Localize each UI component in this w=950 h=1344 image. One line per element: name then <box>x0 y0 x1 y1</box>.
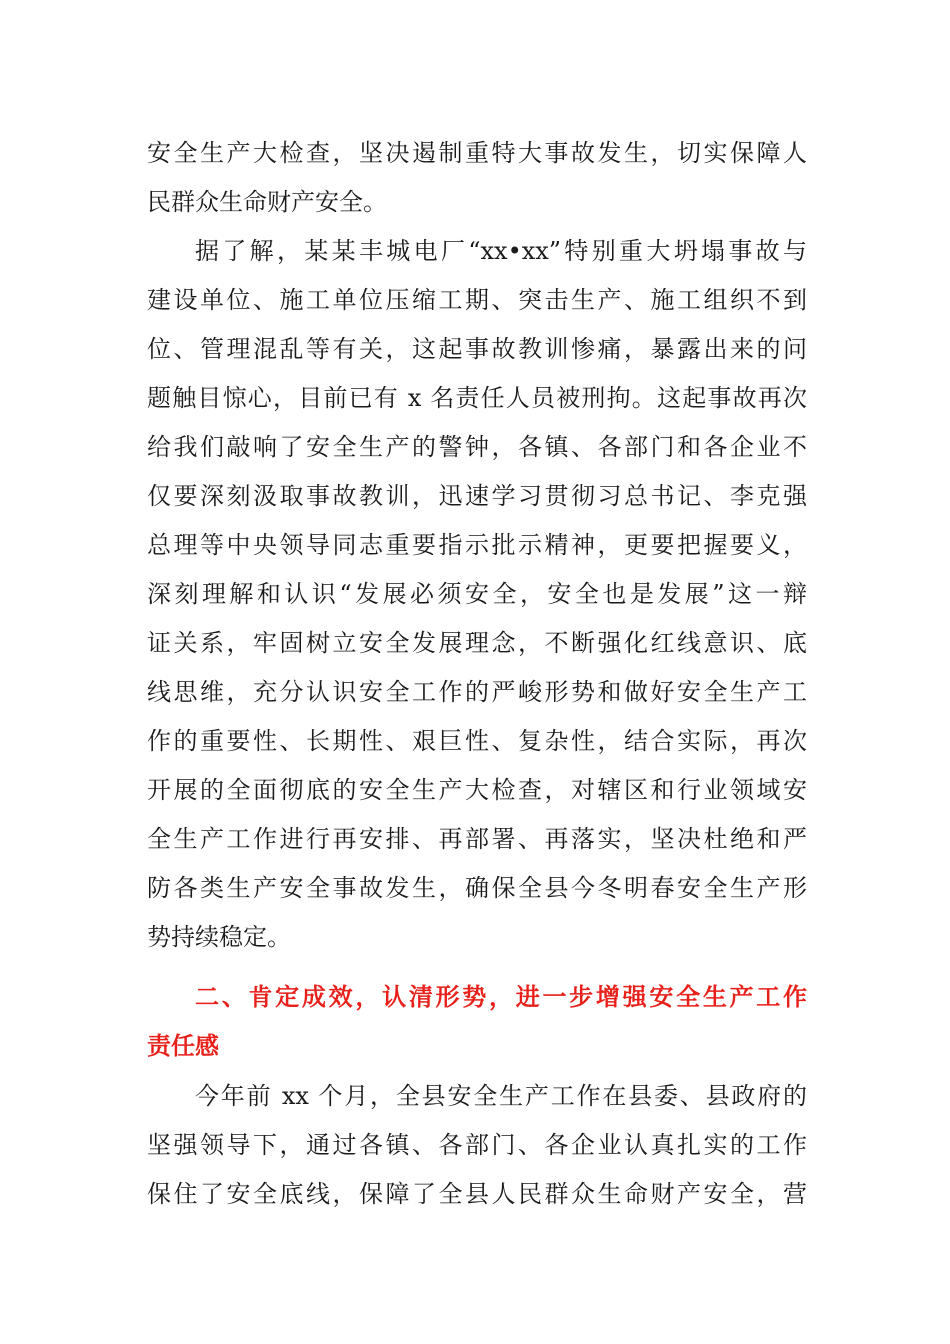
text-line: 安全生产大检查，坚决遏制重特大事故发生，切实保障人 <box>147 139 807 167</box>
text-line: 给我们敲响了安全生产的警钟，各镇、各部门和各企业不 <box>147 433 807 461</box>
text-line: 建设单位、施工单位压缩工期、突击生产、施工组织不到 <box>147 286 807 314</box>
paragraph-intro-tail <box>147 129 807 227</box>
text-line: 防各类生产安全事故发生，确保全县今冬明春安全生产形 <box>147 874 807 902</box>
text-line: 开展的全面彻底的安全生产大检查，对辖区和行业领域安 <box>147 776 807 804</box>
text-line: 证关系，牢固树立安全发展理念，不断强化红线意识、底 <box>147 629 807 657</box>
text-line: 坚强领导下，通过各镇、各部门、各企业认真扎实的工作 <box>147 1131 807 1159</box>
text-line: 深刻理解和认识“发展必须安全，安全也是发展”这一辩 <box>147 580 807 608</box>
text-line: 民群众生命财产安全。 <box>147 188 387 216</box>
text-line: 位、管理混乱等有关，这起事故教训惨痛，暴露出来的问 <box>147 335 807 363</box>
text-line: 全生产工作进行再安排、再部署、再落实，坚决杜绝和严 <box>147 825 807 853</box>
text-line: 据了解，某某丰城电厂“xx•xx”特别重大坍塌事故与 <box>195 237 807 265</box>
section-heading <box>147 973 807 1071</box>
paragraph-results <box>147 1072 807 1219</box>
heading-line: 责任感 <box>147 1032 219 1060</box>
paragraph-accident <box>147 227 807 962</box>
text-line: 势持续稳定。 <box>147 923 291 951</box>
text-line: 题触目惊心，目前已有 x 名责任人员被刑拘。这起事故再次 <box>147 384 807 412</box>
text-line: 仅要深刻汲取事故教训，迅速学习贯彻习总书记、李克强 <box>147 482 807 510</box>
text-line: 线思维，充分认识安全工作的严峻形势和做好安全生产工 <box>147 678 807 706</box>
text-line: 保住了安全底线，保障了全县人民群众生命财产安全，营 <box>147 1180 807 1208</box>
text-line: 总理等中央领导同志重要指示批示精神，更要把握要义， <box>147 531 807 559</box>
heading-line: 二、肯定成效，认清形势，进一步增强安全生产工作 <box>195 983 807 1011</box>
text-line: 作的重要性、长期性、艰巨性、复杂性，结合实际，再次 <box>147 727 807 755</box>
text-line: 今年前 xx 个月，全县安全生产工作在县委、县政府的 <box>195 1082 807 1110</box>
